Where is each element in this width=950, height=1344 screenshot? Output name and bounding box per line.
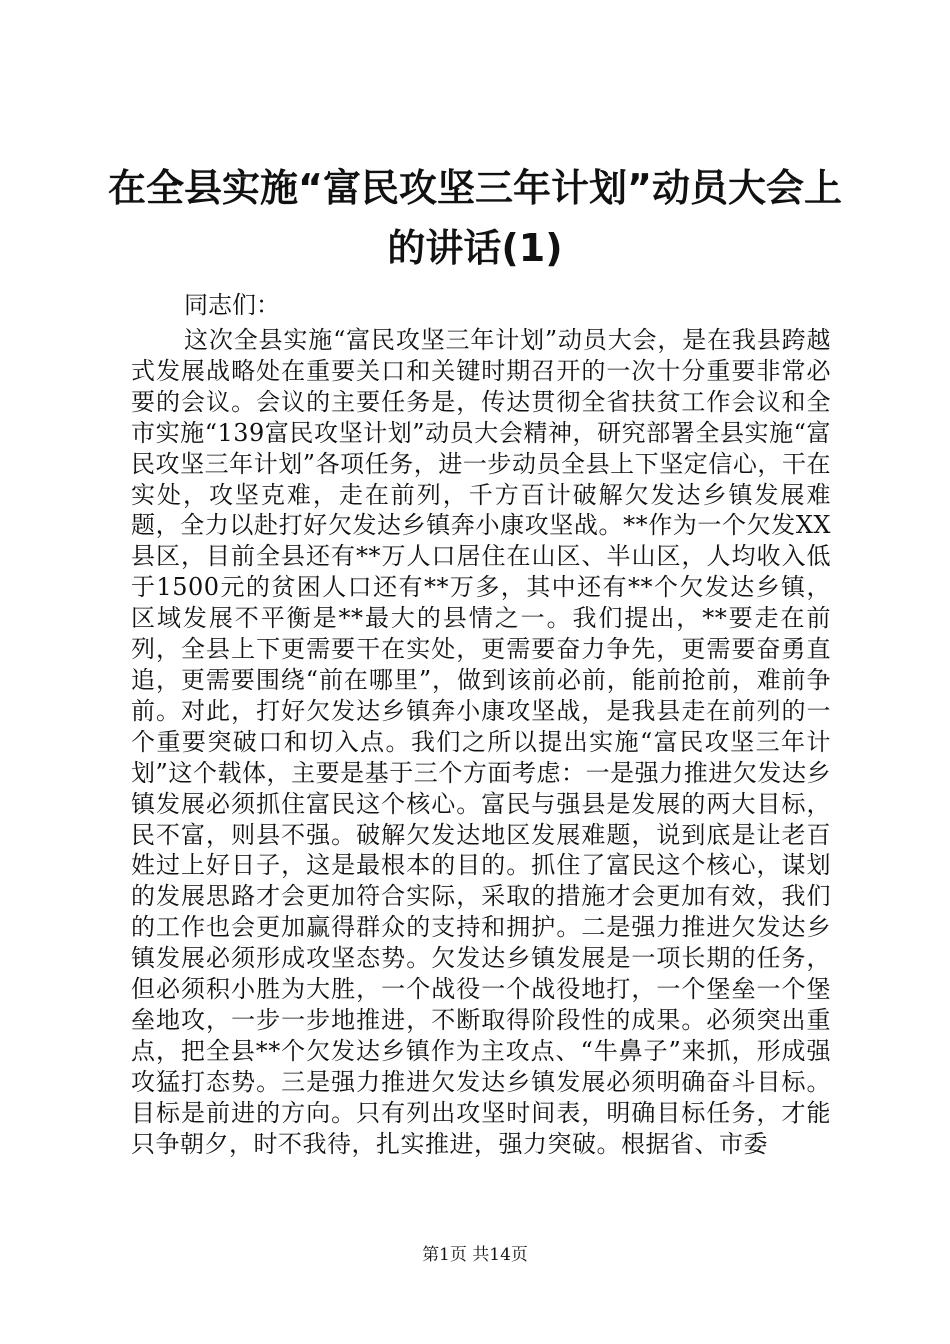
page-footer: 第1页 共14页: [422, 1245, 528, 1265]
document-title: 在全县实施“富民攻坚三年计划”动员大会上的讲话(1): [108, 166, 842, 270]
body-paragraph: 这次全县实施“富民攻坚三年计划”动员大会，是在我县跨越式发展战略处在重要关口和关键时期召开的一次十分重要非常必要的会议。会议的主要任务是，传达贯彻全省扶贫工作会议和全市实施“139富民攻坚计划”动员大会精神，研究部署全县实施“富民攻坚三年计划”各项任务，进一步动员全县上下坚定信心，干在实处，攻坚克难，走在前列，千方百计破解欠发达乡镇发展难题，全力以赴打好欠发达乡镇奔小康攻坚战。**作为一个欠发XX县区，目前全县还有**万人口居住在山区、半山区，人均收入低于1500元的贫困人口还有**万多，其中还有**个欠发达乡镇，区域发展不平衡是**最大的县情之一。我们提出，**要走在前列，全县上下更需要干在实处，更需要奋力争先，更需要奋勇直追，更需要围绕“前在哪里”，做到该前必前，能前抢前，难前争前。对此，打好欠发达乡镇奔小康攻坚战，是我县走在前列的一个重要突破口和切入点。我们之所以提出实施“富民攻坚三年计划”这个载体，主要是基于三个方面考虑：一是强力推进欠发达乡镇发展必须抓住富民这个核心。富民与强县是发展的两大目标，民不富，则县不强。破解欠发达地区发展难题，说到底是让老百姓过上好日子，这是最根本的目的。抓住了富民这个核心，谋划的发展思路才会更加符合实际，采取的措施才会更加有效，我们的工作也会更加赢得群众的支持和拥护。二是强力推进欠发达乡镇发展必须形成攻坚态势。欠发达乡镇发展是一项长期的任务，但必须积小胜为大胜，一个战役一个战役地打，一个堡垒一个堡垒地攻，一步一步地推进，不断取得阶段性的成果。必须突出重点，把全县**个欠发达乡镇作为主攻点、“牛鼻子”来抓，形成强攻猛打态势。三是强力推进欠发达乡镇发展必须明确奋斗目标。目标是前进的方向。只有列出攻坚时间表，明确目标任务，才能只争朝夕，时不我待，扎实推进，强力突破。根据省、市委: [131, 326, 831, 1158]
salutation: 同志们：: [184, 291, 280, 319]
